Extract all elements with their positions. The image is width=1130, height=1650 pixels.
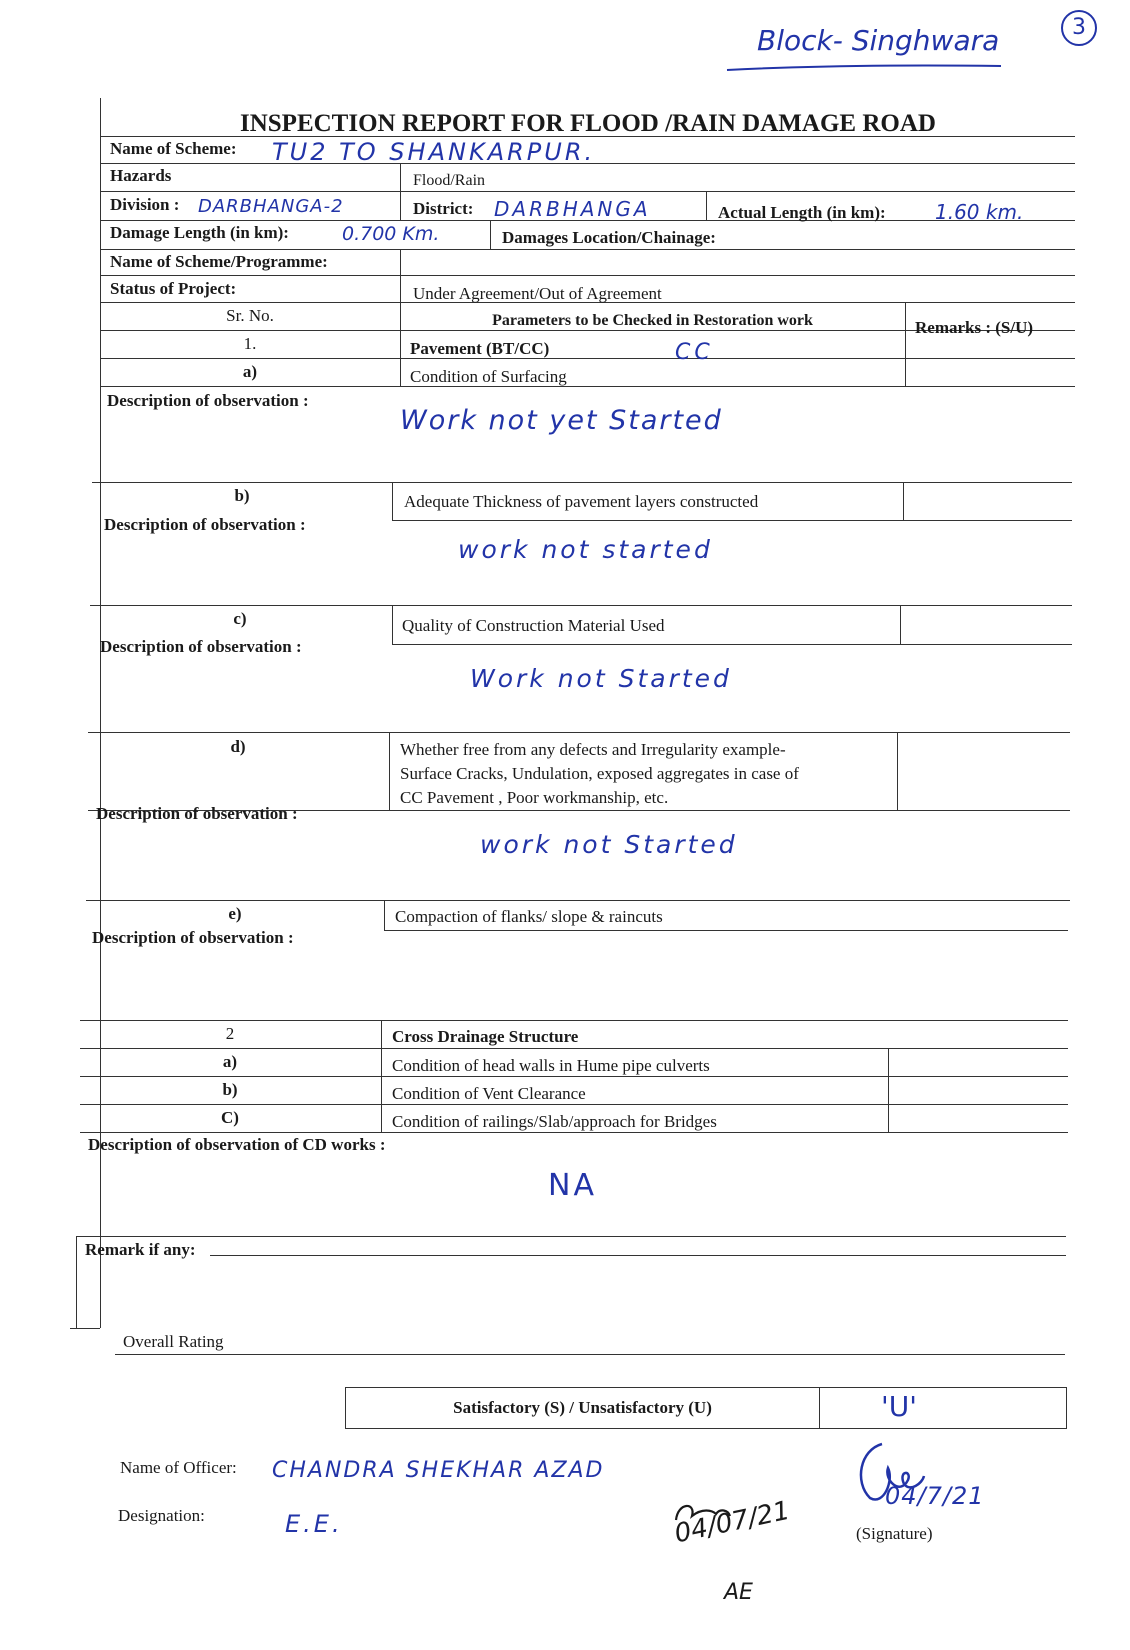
item2b-no: b) (222, 1080, 238, 1099)
ae-initials: AE (724, 1580, 753, 1605)
c-desc-label: Description of observation : (100, 637, 302, 656)
damage-length-value: 0.700 Km. (342, 223, 440, 245)
divider (400, 163, 401, 220)
signature-date: 04/7/21 (885, 1482, 985, 1510)
col-sr-header: Sr. No. (226, 306, 274, 325)
col-remarks-header: Remarks : (S/U) (915, 318, 1034, 337)
cd-observation: NA (548, 1168, 597, 1203)
divider (76, 1236, 77, 1328)
rule (392, 520, 1072, 521)
divider (888, 1048, 889, 1132)
b-desc-label: Description of observation : (104, 515, 306, 534)
e-label: Compaction of flanks/ slope & raincuts (395, 907, 663, 926)
remark-label: Remark if any: (85, 1240, 196, 1259)
rule (70, 1328, 100, 1329)
district-value: DARBHANGA (494, 197, 651, 221)
actual-length-label: Actual Length (in km): (718, 203, 886, 222)
rule (76, 1236, 1066, 1237)
divider (392, 482, 393, 520)
divider (392, 605, 393, 644)
actual-length-value: 1.60 km. (935, 200, 1024, 224)
rule (100, 358, 1075, 359)
block-note-underline (725, 62, 1005, 74)
damage-location-label: Damages Location/Chainage: (502, 228, 716, 247)
item2b-label: Condition of Vent Clearance (392, 1084, 586, 1103)
divider (384, 900, 385, 930)
scheme-label: Name of Scheme: (110, 139, 237, 158)
officer-name-value: CHANDRA SHEKHAR AZAD (272, 1458, 605, 1483)
item2-no: 2 (225, 1024, 235, 1043)
rule (100, 249, 1075, 250)
cd-desc-label: Description of observation of CD works : (88, 1135, 386, 1154)
rule (86, 900, 1070, 901)
item1-label: Pavement (BT/CC) (410, 339, 550, 358)
c-observation: Work not Started (470, 664, 732, 693)
page-number: 3 (1072, 15, 1086, 40)
e-no: e) (228, 904, 242, 923)
scheme-value: TU2 TO SHANKARPUR. (272, 138, 596, 166)
divider (903, 482, 904, 520)
ae-stamp-date: 04/07/21 (672, 1495, 793, 1550)
item2c-no: C) (221, 1108, 239, 1127)
col-params-header: Parameters to be Checked in Restoration work (492, 312, 813, 329)
report-title: INSPECTION REPORT FOR FLOOD /RAIN DAMAGE ROAD (240, 110, 936, 137)
a-no: a) (242, 362, 258, 381)
rule (80, 1048, 1068, 1049)
rule (90, 605, 1072, 606)
division-label: Division : (110, 195, 180, 214)
c-no: c) (233, 609, 247, 628)
item2-label: Cross Drainage Structure (392, 1027, 579, 1046)
status-value: Under Agreement/Out of Agreement (413, 284, 662, 303)
b-observation: work not started (458, 535, 713, 564)
division-value: DARBHANGA-2 (198, 196, 344, 217)
rule (92, 482, 1072, 483)
rule (88, 732, 1070, 733)
rule (100, 386, 1075, 387)
rule (100, 136, 1075, 137)
officer-name-label: Name of Officer: (120, 1458, 237, 1477)
divider (490, 220, 491, 249)
b-label: Adequate Thickness of pavement layers constructed (404, 492, 759, 511)
item2a-label: Condition of head walls in Hume pipe culverts (392, 1056, 710, 1075)
divider (706, 191, 707, 220)
status-label: Status of Project: (110, 279, 237, 298)
divider (381, 1020, 382, 1132)
rating-box-value: 'U' (881, 1390, 917, 1423)
hazards-label: Hazards (110, 166, 172, 185)
designation-label: Designation: (118, 1506, 205, 1525)
remark-line (210, 1255, 1066, 1256)
overall-rating-label: Overall Rating (123, 1332, 224, 1351)
signature-label: (Signature) (856, 1524, 933, 1543)
programme-label: Name of Scheme/Programme: (110, 252, 328, 271)
d-observation: work not Started (480, 830, 738, 859)
item1-no: 1. (243, 334, 257, 353)
d-no: d) (230, 737, 246, 756)
hazards-value: Flood/Rain (413, 172, 486, 189)
d-label-line1: Whether free from any defects and Irregularity example- (400, 740, 786, 759)
item2c-label: Condition of railings/Slab/approach for Bridges (392, 1112, 717, 1131)
c-label: Quality of Construction Material Used (402, 616, 665, 635)
divider (900, 605, 901, 644)
rule (115, 1354, 1065, 1355)
rule (80, 1020, 1068, 1021)
rule (80, 1132, 1068, 1133)
rating-box (345, 1387, 1067, 1429)
item2a-no: a) (222, 1052, 238, 1071)
d-desc-label: Description of observation : (96, 804, 298, 823)
block-note: Block- Singhwara (757, 24, 1000, 57)
rating-box-label: Satisfactory (S) / Unsatisfactory (U) (453, 1398, 712, 1417)
rule (384, 930, 1068, 931)
rule (100, 275, 1075, 276)
damage-length-label: Damage Length (in km): (110, 223, 289, 242)
rule (80, 1104, 1068, 1105)
rule (392, 644, 1072, 645)
page-number-circle (1061, 10, 1097, 46)
a-desc-label: Description of observation : (107, 391, 309, 410)
item1-value: CC (675, 340, 714, 365)
rule (80, 1076, 1068, 1077)
rule (100, 191, 1075, 192)
divider (905, 302, 906, 386)
e-desc-label: Description of observation : (92, 928, 294, 947)
district-label: District: (413, 199, 474, 218)
divider (897, 732, 898, 810)
designation-value: E.E. (285, 1510, 343, 1538)
b-no: b) (234, 486, 250, 505)
d-label-line2: Surface Cracks, Undulation, exposed aggregates in case of (400, 764, 799, 783)
d-label-line3: CC Pavement , Poor workmanship, etc. (400, 788, 669, 807)
a-observation: Work not yet Started (400, 405, 723, 436)
a-label: Condition of Surfacing (410, 367, 567, 386)
divider (389, 732, 390, 810)
rating-box-divider (819, 1388, 820, 1428)
